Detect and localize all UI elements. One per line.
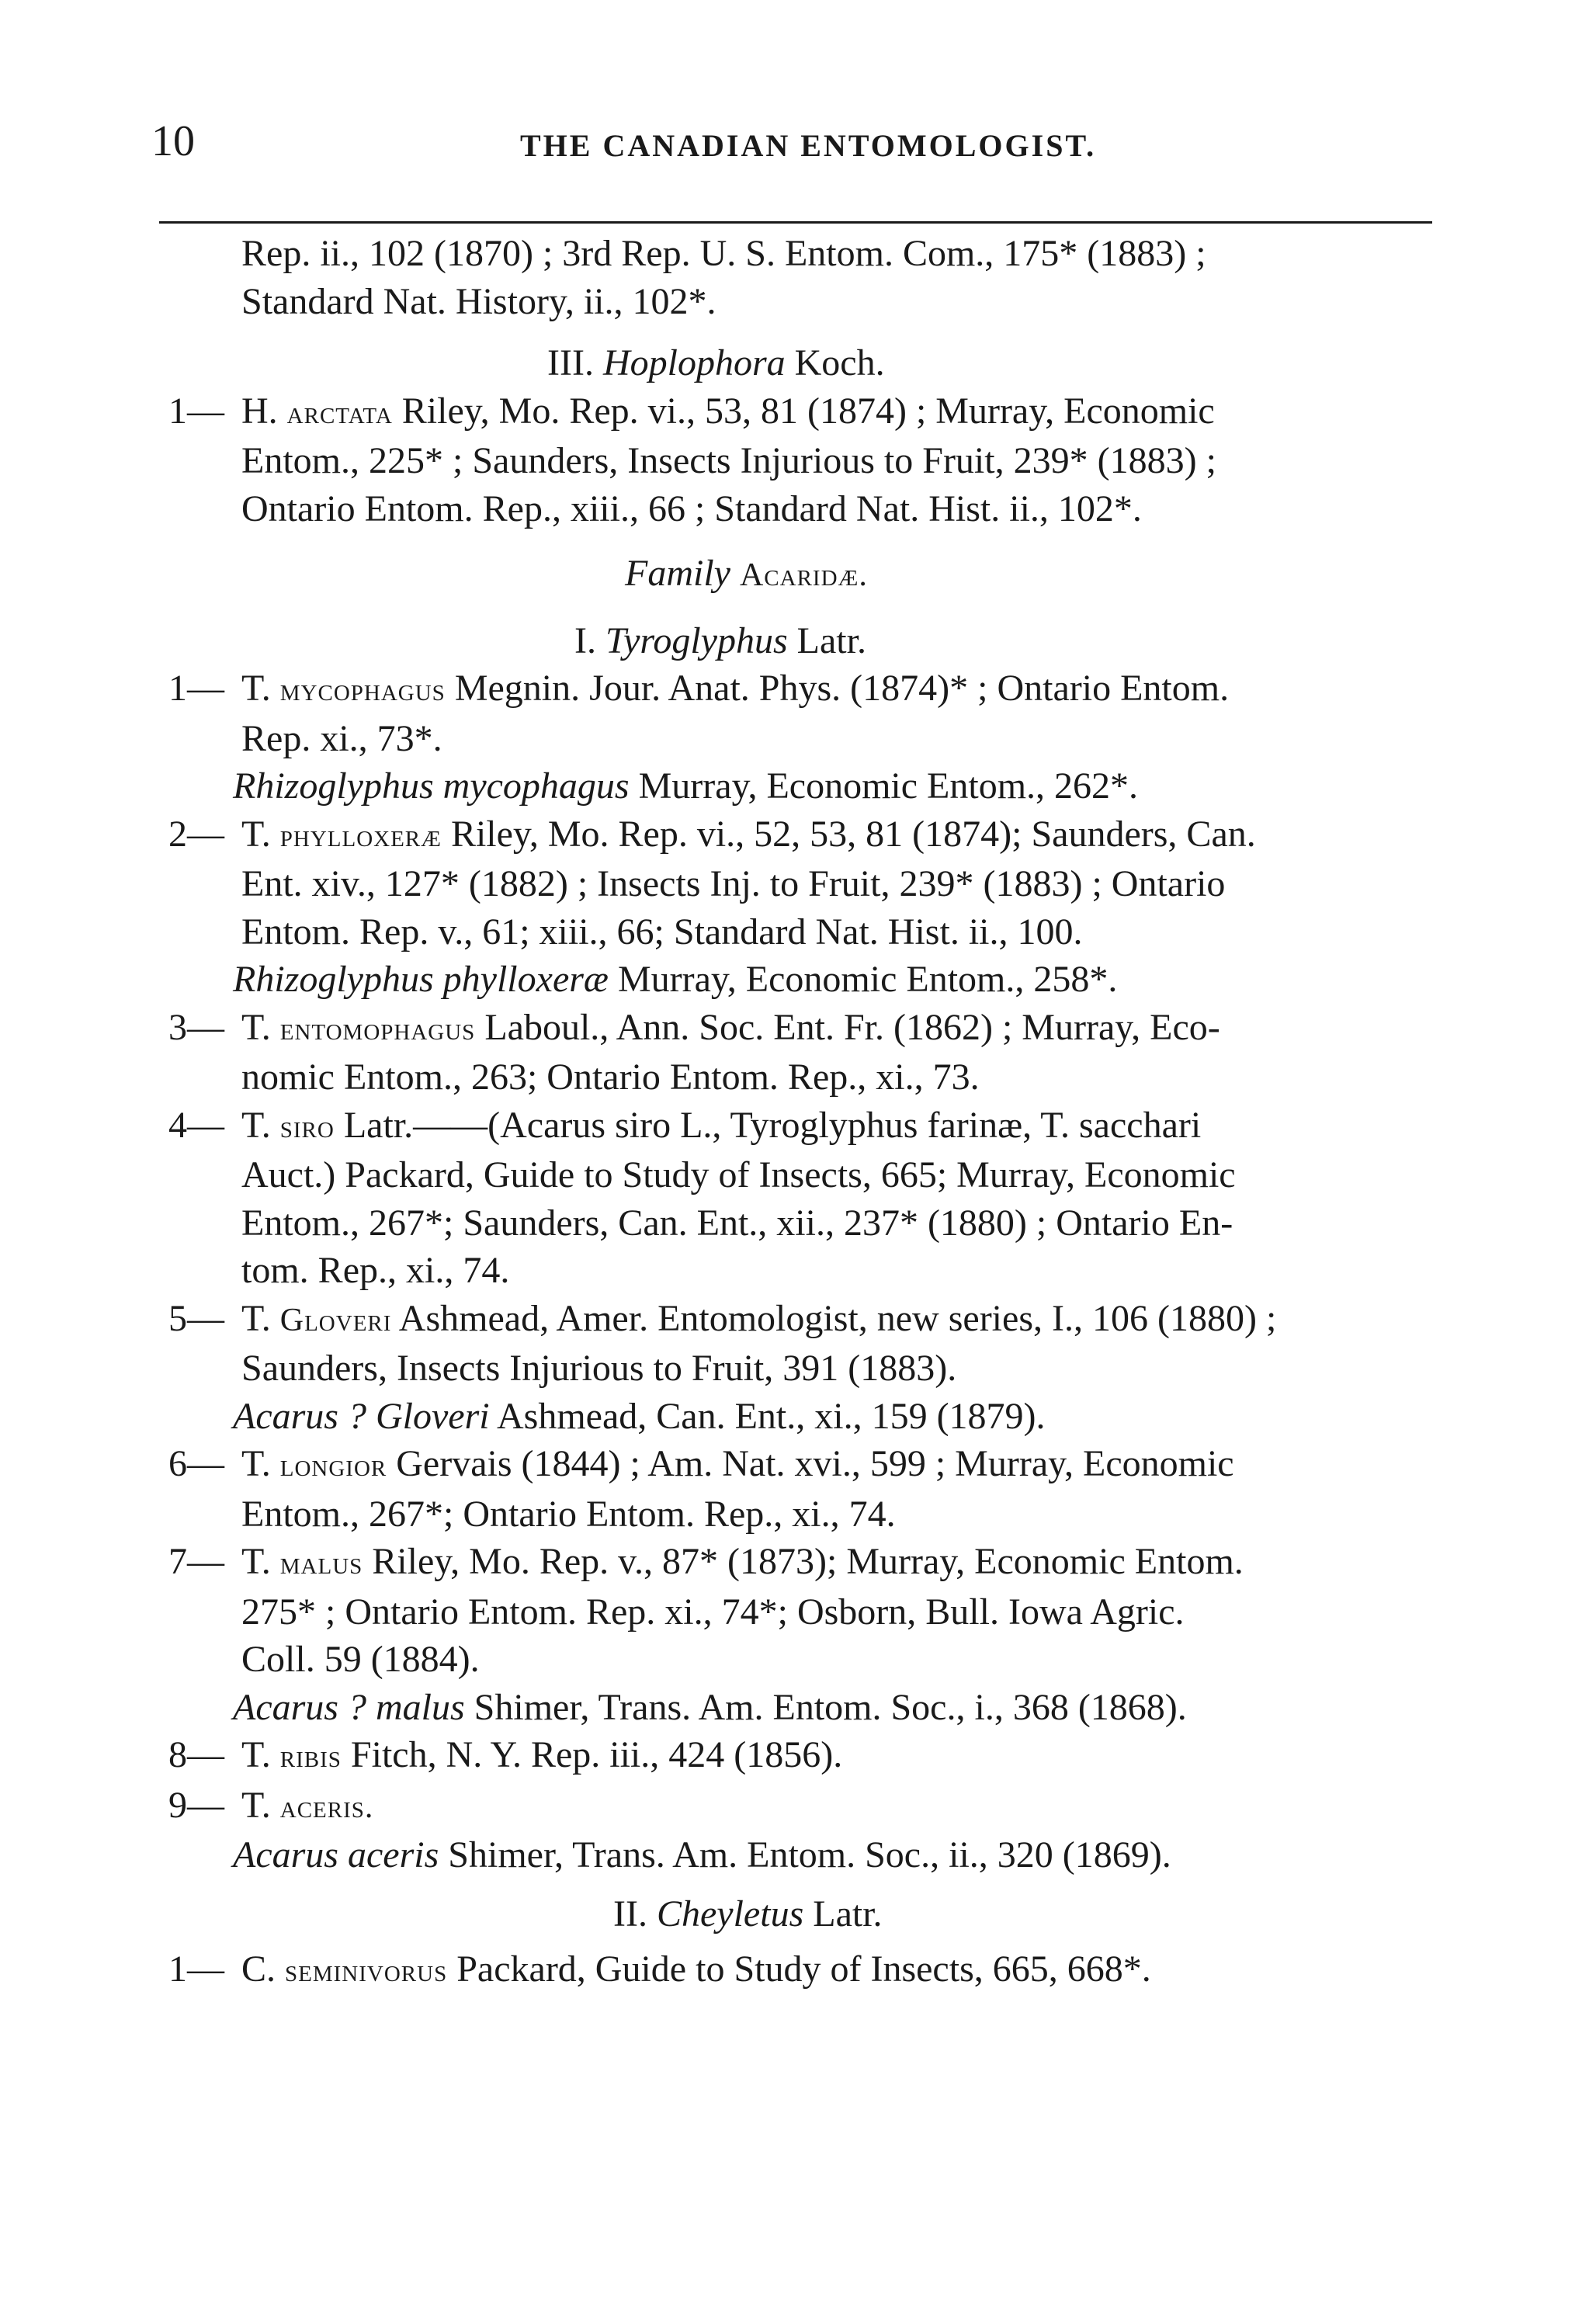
genus-heading: III. Hoplophora Koch. — [547, 342, 885, 383]
synonym-line: Rhizoglyphus mycophagus Murray, Economic Entom., 262*. — [233, 765, 1139, 807]
species-entry: 1— C. seminivorus Packard, Guide to Study of Insects, 665, 668*. — [168, 1948, 1151, 1990]
text-line: Rep. xi., 73*. — [241, 717, 442, 759]
page-header — [151, 116, 1432, 179]
header-rule — [159, 221, 1432, 224]
running-title: THE CANADIAN ENTOMOLOGIST. — [520, 128, 1097, 163]
synonym-line: Acarus ? Gloveri Ashmead, Can. Ent., xi., 159 (1879). — [233, 1395, 1046, 1437]
genus-heading: II. Cheyletus Latr. — [613, 1893, 883, 1934]
species-entry: 1— H. arctata Riley, Mo. Rep. vi., 53, 81 (1874) ; Murray, Economic — [168, 390, 1215, 432]
species-entry: 8— T. ribis Fitch, N. Y. Rep. iii., 424 (1856). — [168, 1734, 843, 1775]
text-line: Entom. Rep. v., 61; xiii., 66; Standard Nat. Hist. ii., 100. — [241, 911, 1083, 952]
text-line: Entom., 267*; Saunders, Can. Ent., xii., 237* (1880) ; Ontario En- — [241, 1202, 1233, 1244]
species-entry: 2— T. phylloxeræ Riley, Mo. Rep. vi., 52, 53, 81 (1874); Saunders, Can. — [168, 813, 1256, 855]
species-entry: 3— T. entomophagus Laboul., Ann. Soc. Ent. Fr. (1862) ; Murray, Eco- — [168, 1006, 1220, 1048]
family-heading: Family Acaridæ. — [625, 553, 868, 594]
text-line: Saunders, Insects Injurious to Fruit, 391 (1883). — [241, 1348, 957, 1389]
page-number: 10 — [151, 117, 195, 165]
text-line: Coll. 59 (1884). — [241, 1639, 480, 1680]
synonym-line: Rhizoglyphus phylloxeræ Murray, Economic Entom., 258*. — [233, 959, 1118, 1000]
species-entry: 5— T. Gloveri Ashmead, Amer. Entomologist, new series, I., 106 (1880) ; — [168, 1297, 1277, 1339]
species-entry: 1— T. mycophagus Megnin. Jour. Anat. Phys. (1874)* ; Ontario Entom. — [168, 668, 1230, 709]
text-line: Ontario Entom. Rep., xiii., 66 ; Standard Nat. Hist. ii., 102*. — [241, 488, 1142, 529]
text-line: Entom., 225* ; Saunders, Insects Injurious to Fruit, 239* (1883) ; — [241, 440, 1216, 481]
synonym-line: Acarus aceris Shimer, Trans. Am. Entom. Soc., ii., 320 (1869). — [233, 1834, 1171, 1875]
text-line: tom. Rep., xi., 74. — [241, 1250, 510, 1291]
text-line: Rep. ii., 102 (1870) ; 3rd Rep. U. S. Entom. Com., 175* (1883) ; — [241, 233, 1206, 274]
species-entry: 4— T. siro Latr.——(Acarus siro L., Tyroglyphus farinæ, T. sacchari — [168, 1104, 1202, 1146]
species-entry: 6— T. longior Gervais (1844) ; Am. Nat. xvi., 599 ; Murray, Economic — [168, 1443, 1234, 1484]
synonym-line: Acarus ? malus Shimer, Trans. Am. Entom. Soc., i., 368 (1868). — [233, 1686, 1187, 1728]
species-entry: 7— T. malus Riley, Mo. Rep. v., 87* (1873); Murray, Economic Entom. — [168, 1541, 1244, 1582]
genus-heading: I. Tyroglyphus Latr. — [574, 619, 866, 661]
text-line: nomic Entom., 263; Ontario Entom. Rep., xi., 73. — [241, 1057, 980, 1098]
text-line: Entom., 267*; Ontario Entom. Rep., xi., 74. — [241, 1493, 896, 1535]
text-line: Standard Nat. History, ii., 102*. — [241, 280, 716, 322]
text-line: Auct.) Packard, Guide to Study of Insects, 665; Murray, Economic — [241, 1154, 1236, 1195]
text-line: 275* ; Ontario Entom. Rep. xi., 74*; Osborn, Bull. Iowa Agric. — [241, 1591, 1185, 1633]
document-body — [168, 230, 1467, 1996]
species-entry: 9— T. aceris. — [168, 1784, 374, 1826]
text-line: Ent. xiv., 127* (1882) ; Insects Inj. to Fruit, 239* (1883) ; Ontario — [241, 863, 1226, 904]
